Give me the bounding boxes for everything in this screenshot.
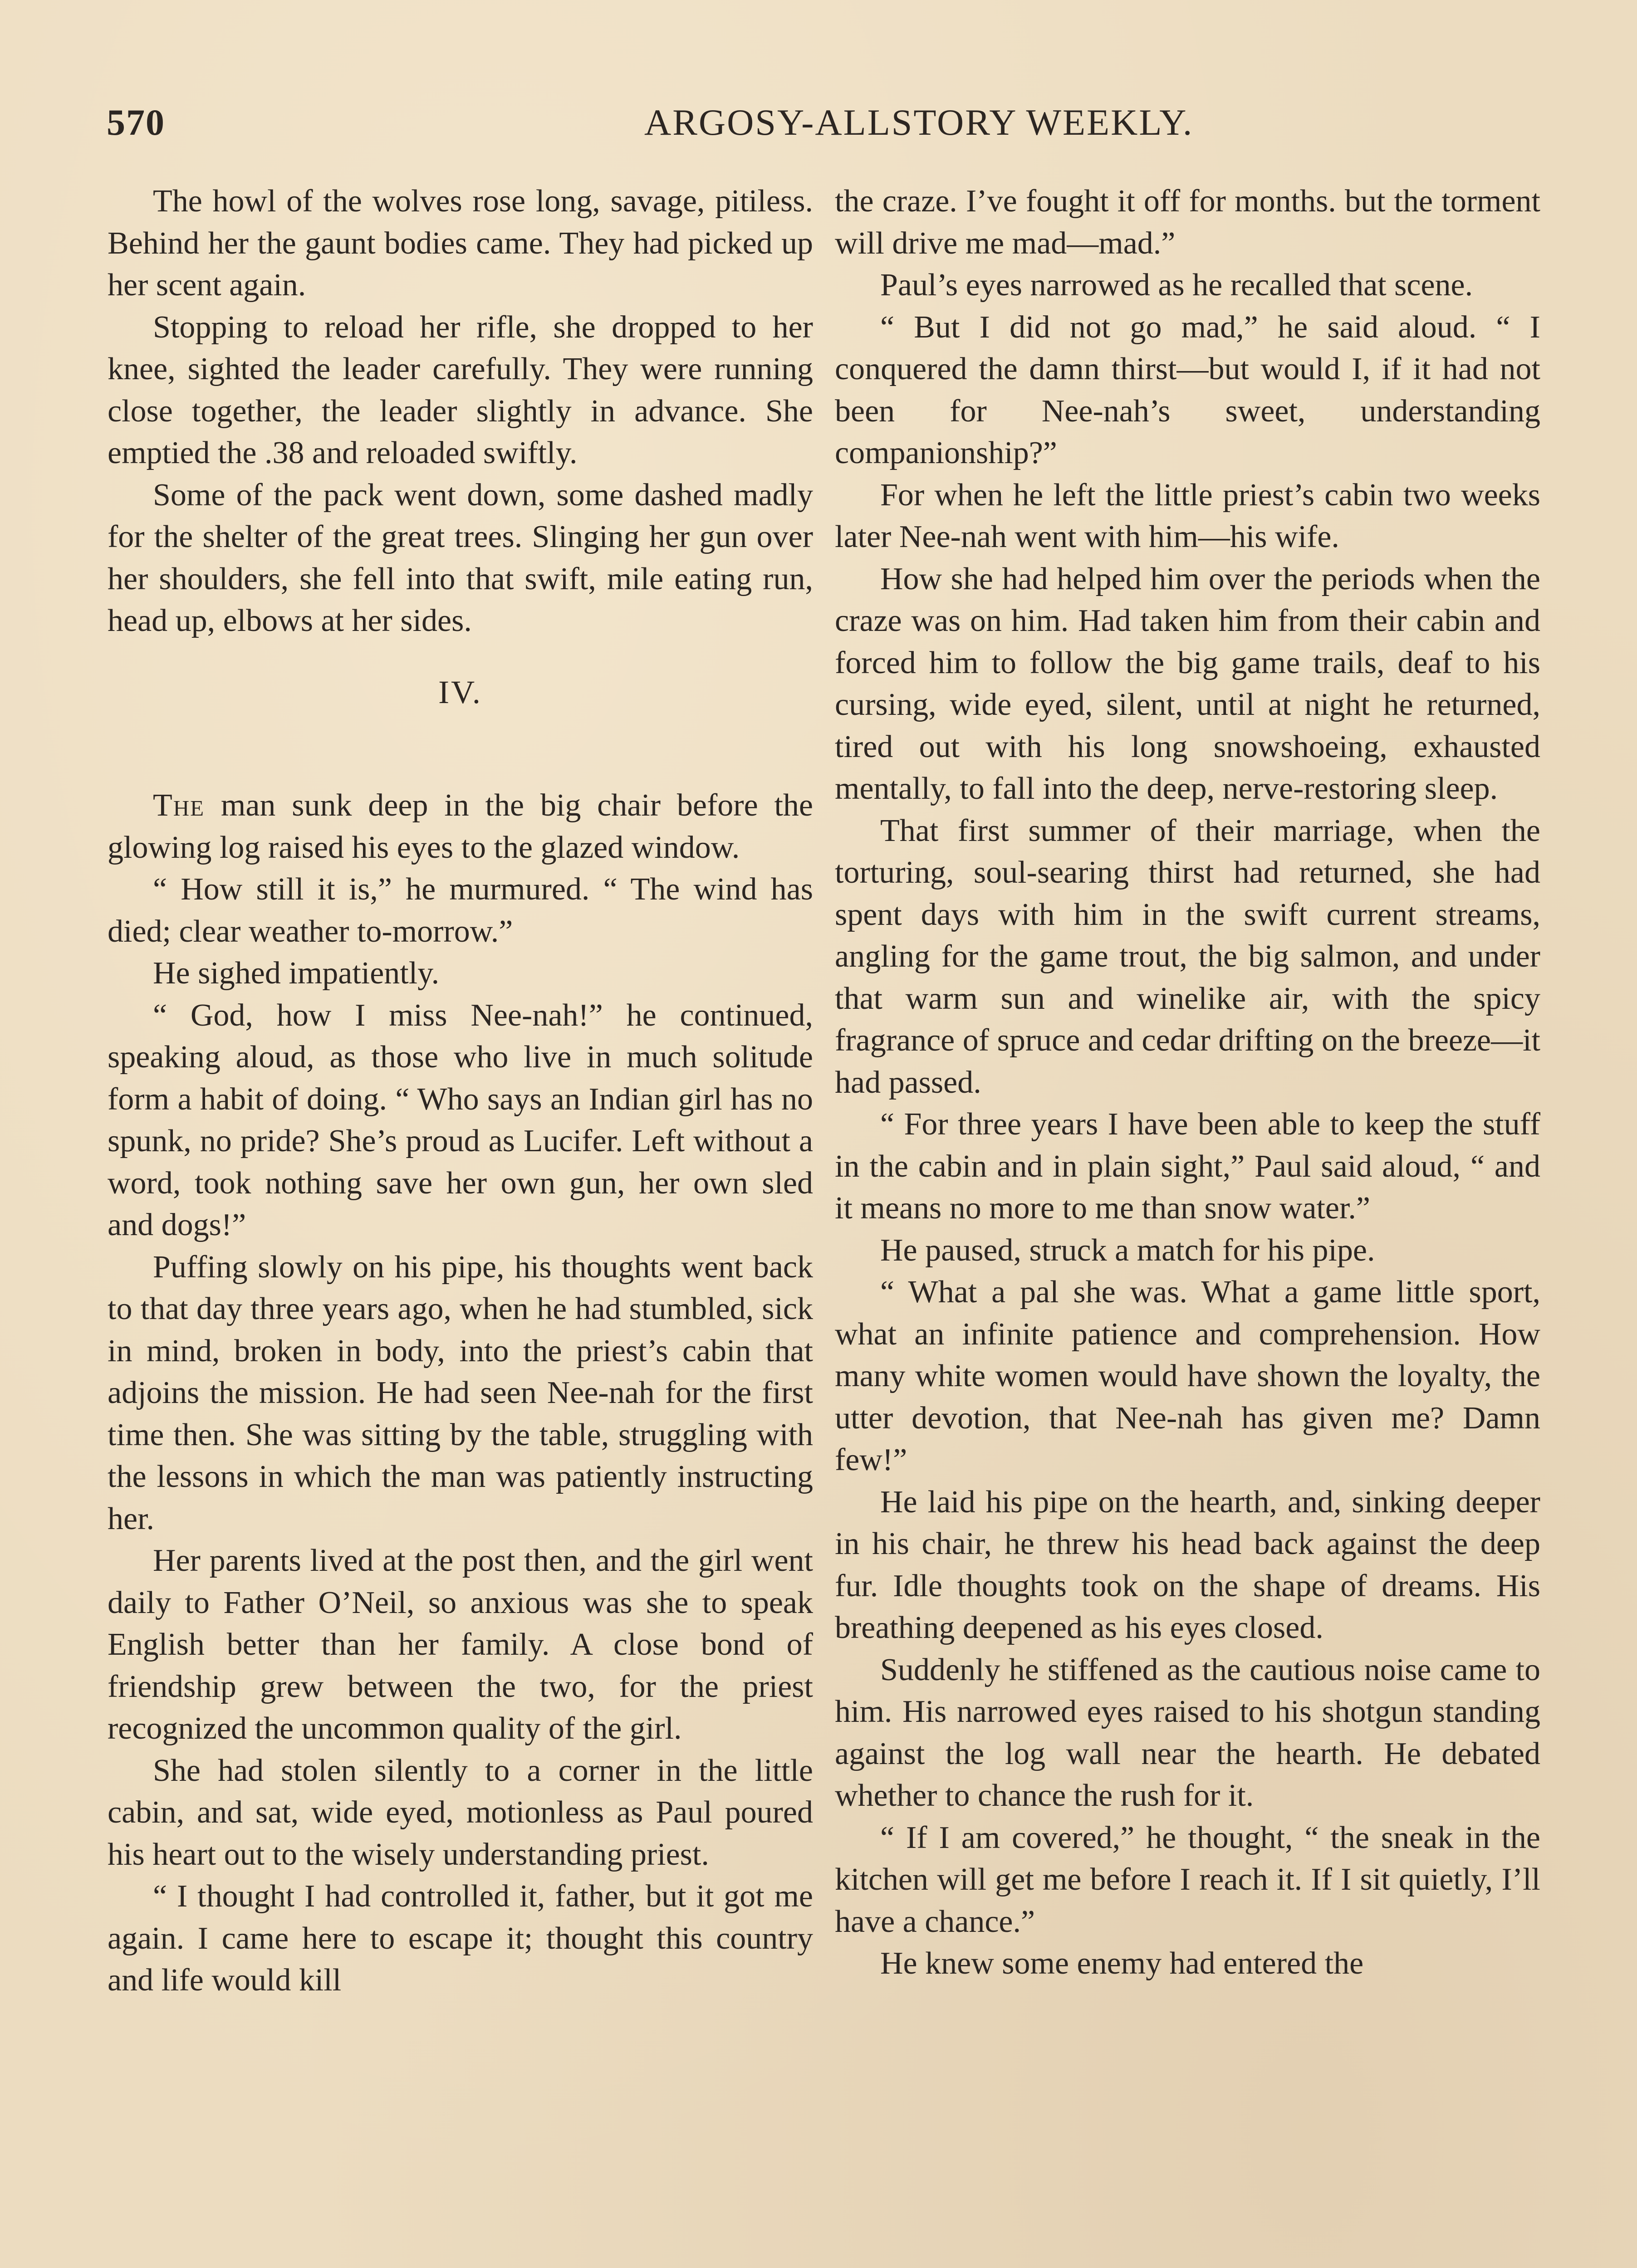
paragraph: “ If I am covered,” he thought, “ the sneak in the kitchen will get me before I reach it. If I sit quietly, I’ll have a chance.”: [835, 1820, 1540, 1939]
paragraph: He knew some enemy had entered the: [880, 1946, 1364, 1981]
paragraph: How she had helped him over the periods when the craze was on him. Had taken him from their cabin and forced him to follow the big game trails, deaf to his cursing, wide eyed, silent, until at night he returned, tired out with his long snowshoeing, exhausted mentally, to fall into the deep, nerve-restoring sleep.: [835, 561, 1540, 806]
paragraph: He sighed impatiently.: [153, 956, 440, 991]
paragraph: Paul’s eyes narrowed as he recalled that scene.: [880, 268, 1473, 303]
paragraph: “ But I did not go mad,” he said aloud. “ I conquered the damn thirst—but would I, if it had not been for Nee-nah’s sweet, understanding companionship?”: [835, 309, 1540, 470]
paragraph: “ How still it is,” he murmured. “ The wind has died; clear weather to-morrow.”: [108, 872, 813, 949]
paragraph: Puffing slowly on his pipe, his thoughts went back to that day three years ago, when he had stumbled, sick in mind, broken in body, into the priest’s cabin that adjoins the mission. He had seen Nee-nah for the first time then. She was sitting by the table, struggling with the lessons in which the man was patiently instructing her.: [108, 1249, 813, 1536]
paragraph: He paused, struck a match for his pipe.: [880, 1232, 1375, 1268]
paragraph: The howl of the wolves rose long, savage, pitiless. Behind her the gaunt bodies came. They had picked up her scent again.: [108, 184, 813, 303]
paragraph: “ For three years I have been able to keep the stuff in the cabin and in plain sight,” Paul said aloud, “ and it means no more to me than snow water.”: [835, 1107, 1540, 1226]
running-head: ARGOSY-ALLSTORY WEEKLY.: [644, 102, 1194, 143]
section-number: IV.: [438, 674, 482, 710]
paragraph: That first summer of their marriage, when the torturing, soul-searing thirst had returned, she had spent days with him in the swift current streams, angling for the game trout, the big salmon, and under that warm sun and winelike air, with the spicy fragrance of spruce and cedar drifting on the breeze—it had passed.: [835, 813, 1540, 1100]
continued-paragraph: the craze. I’ve fought it off for months. but the torment will drive me mad—mad.”: [835, 184, 1540, 261]
paragraph: Her parents lived at the post then, and the girl went daily to Father O’Neil, so anxious was she to speak English better than her family. A close bond of friendship grew between the two, for the priest recognized the uncommon quality of the girl.: [108, 1543, 813, 1746]
paragraph: Stopping to reload her rifle, she dropped to her knee, sighted the leader carefully. They were running close together, the leader slightly in advance. She emptied the .38 and reloaded swiftly.: [108, 309, 813, 470]
chapter-opening-paragraph: [108, 785, 813, 869]
left-column: [108, 181, 813, 2002]
paragraph: “ What a pal she was. What a game little sport, what an infinite patience and comprehension. How many white women would have shown the loyalty, the utter devotion, that Nee-nah has given me? Damn few!”: [835, 1275, 1540, 1477]
page-number: 570: [107, 102, 165, 143]
lead-word: The: [153, 788, 205, 823]
right-column: [835, 181, 1540, 1985]
paragraph: He laid his pipe on the hearth, and, sinking deeper in his chair, he threw his head back against the deep fur. Idle thoughts took on the shape of dreams. His breathing deepened as his eyes closed.: [835, 1484, 1540, 1645]
paragraph: Some of the pack went down, some dashed madly for the shelter of the great trees. Slinging her gun over her shoulders, she fell into that swift, mile eating run, head up, elbows at her sides.: [108, 477, 813, 638]
lead-rest: man sunk deep in the big chair before the glowing log raised his eyes to the glazed window.: [108, 788, 813, 865]
paragraph: Suddenly he stiffened as the cautious noise came to him. His narrowed eyes raised to his shotgun standing against the log wall near the hearth. He debated whether to chance the rush for it.: [835, 1652, 1540, 1813]
page-header: [107, 98, 1531, 147]
paragraph: “ God, how I miss Nee-nah!” he continued, speaking aloud, as those who live in much solitude form a habit of doing. “ Who says an Indian girl has no spunk, no pride? She’s proud as Lucifer. Left without a word, took nothing save her own gun, her own sled and dogs!”: [108, 997, 813, 1242]
paragraph: For when he left the little priest’s cabin two weeks later Nee-nah went with him—his wife.: [835, 477, 1540, 554]
paragraph: “ I thought I had controlled it, father, but it got me again. I came here to escape it; thought this country and life would kill: [108, 1879, 813, 1998]
paragraph: She had stolen silently to a corner in the little cabin, and sat, wide eyed, motionless as Paul poured his heart out to the wisely understanding priest.: [108, 1753, 813, 1872]
